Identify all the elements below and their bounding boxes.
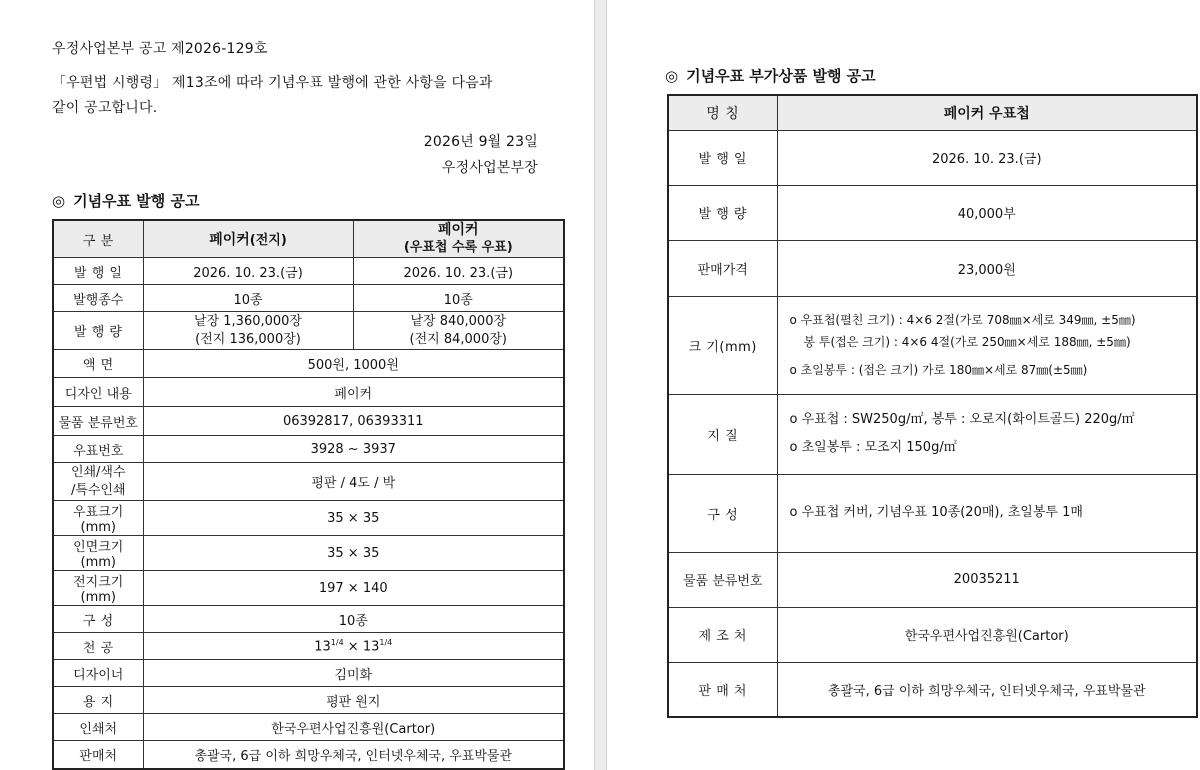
section-title: 기념우표 발행 공고: [73, 192, 200, 210]
row-value: 20035211: [777, 552, 1197, 607]
table-row: [53, 407, 564, 436]
section-heading-album: [665, 65, 876, 86]
table-row: [668, 394, 1197, 474]
row-value: 2026. 10. 23.(금): [777, 130, 1197, 185]
row-value: 06392817, 06393311: [143, 407, 564, 436]
row-label: 우표번호: [53, 436, 143, 463]
row-value: 10종: [143, 285, 353, 312]
stamp-issue-table: [52, 219, 565, 770]
header-col2: 페이커 (우표첩 수록 우표): [353, 220, 564, 258]
row-value: 500원, 1000원: [143, 350, 564, 378]
intro-line-2: 같이 공고합니다.: [52, 100, 158, 116]
row-label: 제 조 처: [668, 607, 777, 662]
row-value: 35 × 35: [143, 501, 564, 536]
row-value: 총괄국, 6급 이하 희망우체국, 인터넷우체국, 우표박물관: [777, 662, 1197, 717]
row-label: 발 행 일: [53, 258, 143, 285]
row-value: 3928 ~ 3937: [143, 436, 564, 463]
table-row: [53, 350, 564, 378]
row-label: 발 행 량: [53, 312, 143, 350]
row-value: 40,000부: [777, 185, 1197, 240]
table-row: [53, 285, 564, 312]
table-row: [53, 312, 564, 350]
row-value: 한국우편사업진흥원(Cartor): [777, 607, 1197, 662]
row-value: 낱장 840,000장 (전지 84,000장): [353, 312, 564, 350]
table-row: [53, 741, 564, 769]
section-title: 기념우표 부가상품 발행 공고: [686, 67, 876, 85]
table-row: [53, 687, 564, 714]
table-row: [53, 378, 564, 407]
row-label: 천 공: [53, 633, 143, 660]
table-header-row: [53, 220, 564, 258]
row-value: 35 × 35: [143, 536, 564, 571]
table-row: [668, 185, 1197, 240]
row-value: 평판 / 4도 / 박: [143, 463, 564, 501]
row-value: 23,000원: [777, 240, 1197, 296]
notice-issuer: 우정사업본부장: [441, 160, 538, 176]
notice-number: 우정사업본부 공고 제2026-129호: [52, 41, 268, 57]
row-value: 낱장 1,360,000장 (전지 136,000장): [143, 312, 353, 350]
row-label: 발 행 일: [668, 130, 777, 185]
table-row: [668, 240, 1197, 296]
row-label: 액 면: [53, 350, 143, 378]
table-row: [53, 571, 564, 606]
table-row: [53, 463, 564, 501]
table-row: [53, 714, 564, 741]
row-value: 한국우편사업진흥원(Cartor): [143, 714, 564, 741]
row-label: 구 성: [668, 474, 777, 552]
row-label: 디자인 내용: [53, 378, 143, 407]
table-row: [668, 607, 1197, 662]
row-value: 197 × 140: [143, 571, 564, 606]
row-label: 디자이너: [53, 660, 143, 687]
row-label: 물품 분류번호: [668, 552, 777, 607]
row-value: 총괄국, 6급 이하 희망우체국, 인터넷우체국, 우표박물관: [143, 741, 564, 769]
header-category: 구 분: [53, 220, 143, 258]
table-row: [53, 501, 564, 536]
row-label: 용 지: [53, 687, 143, 714]
album-issue-table: [667, 94, 1198, 718]
table-row: [53, 536, 564, 571]
table-row: [668, 474, 1197, 552]
table-row: [53, 660, 564, 687]
perforation-value: $13^{1/4} \times 13^{1/4}$: [143, 633, 564, 660]
row-label: 지 질: [668, 394, 777, 474]
section-heading-stamp: [52, 190, 199, 211]
row-value: 평판 원지: [143, 687, 564, 714]
left-page: [0, 0, 595, 770]
row-label: 인쇄/색수 /특수인쇄: [53, 463, 143, 501]
row-label: 우표크기(mm): [53, 501, 143, 536]
right-page: [606, 0, 1200, 770]
row-label: 발행종수: [53, 285, 143, 312]
table-row: [668, 662, 1197, 717]
row-label: 구 성: [53, 606, 143, 633]
notice-date: 2026년 9월 23일: [423, 134, 538, 150]
row-label: 발 행 량: [668, 185, 777, 240]
row-label: 인쇄처: [53, 714, 143, 741]
table-row: [53, 633, 564, 660]
row-value: o 우표첩 : SW250g/㎡, 봉투 : 오로지(화이트골드) 220g/㎡ o 초일봉투 : 모조지 150g/㎡: [777, 394, 1197, 474]
row-label: 판매가격: [668, 240, 777, 296]
row-value: 김미화: [143, 660, 564, 687]
row-value: 2026. 10. 23.(금): [143, 258, 353, 285]
table-row: [53, 258, 564, 285]
table-row: [668, 130, 1197, 185]
header-col1: 페이커(전지): [143, 220, 353, 258]
row-label: 물품 분류번호: [53, 407, 143, 436]
header-value: 페이커 우표첩: [777, 95, 1197, 130]
row-label: 판매처: [53, 741, 143, 769]
row-label: 전지크기(mm): [53, 571, 143, 606]
row-value: 페이커: [143, 378, 564, 407]
row-value: 2026. 10. 23.(금): [353, 258, 564, 285]
table-row: [668, 296, 1197, 394]
row-value: 10종: [353, 285, 564, 312]
row-label: 인면크기(mm): [53, 536, 143, 571]
table-header-row: [668, 95, 1197, 130]
table-row: [668, 552, 1197, 607]
row-value: 10종: [143, 606, 564, 633]
double-circle-icon: ◎: [52, 192, 66, 210]
table-row: [53, 436, 564, 463]
row-value: o 우표첩 커버, 기념우표 10종(20매), 초일봉투 1매: [777, 474, 1197, 552]
header-label: 명 칭: [668, 95, 777, 130]
double-circle-icon: ◎: [665, 67, 679, 85]
intro-line-1: 「우편법 시행령」 제13조에 따라 기념우표 발행에 관한 사항을 다음과: [52, 75, 493, 91]
row-label: 판 매 처: [668, 662, 777, 717]
table-row: [53, 606, 564, 633]
row-label: 크 기(mm): [668, 296, 777, 394]
row-value: o 우표첩(펼친 크기) : 4×6 2절(가로 708㎜×세로 349㎜, ±5㎜) 봉 투(접은 크기) : 4×6 4절(가로 250㎜×세로 188㎜, ±5㎜) o 초일봉투 : (접은 크기) 가로 180㎜×세로 87㎜(±5㎜): [777, 296, 1197, 394]
